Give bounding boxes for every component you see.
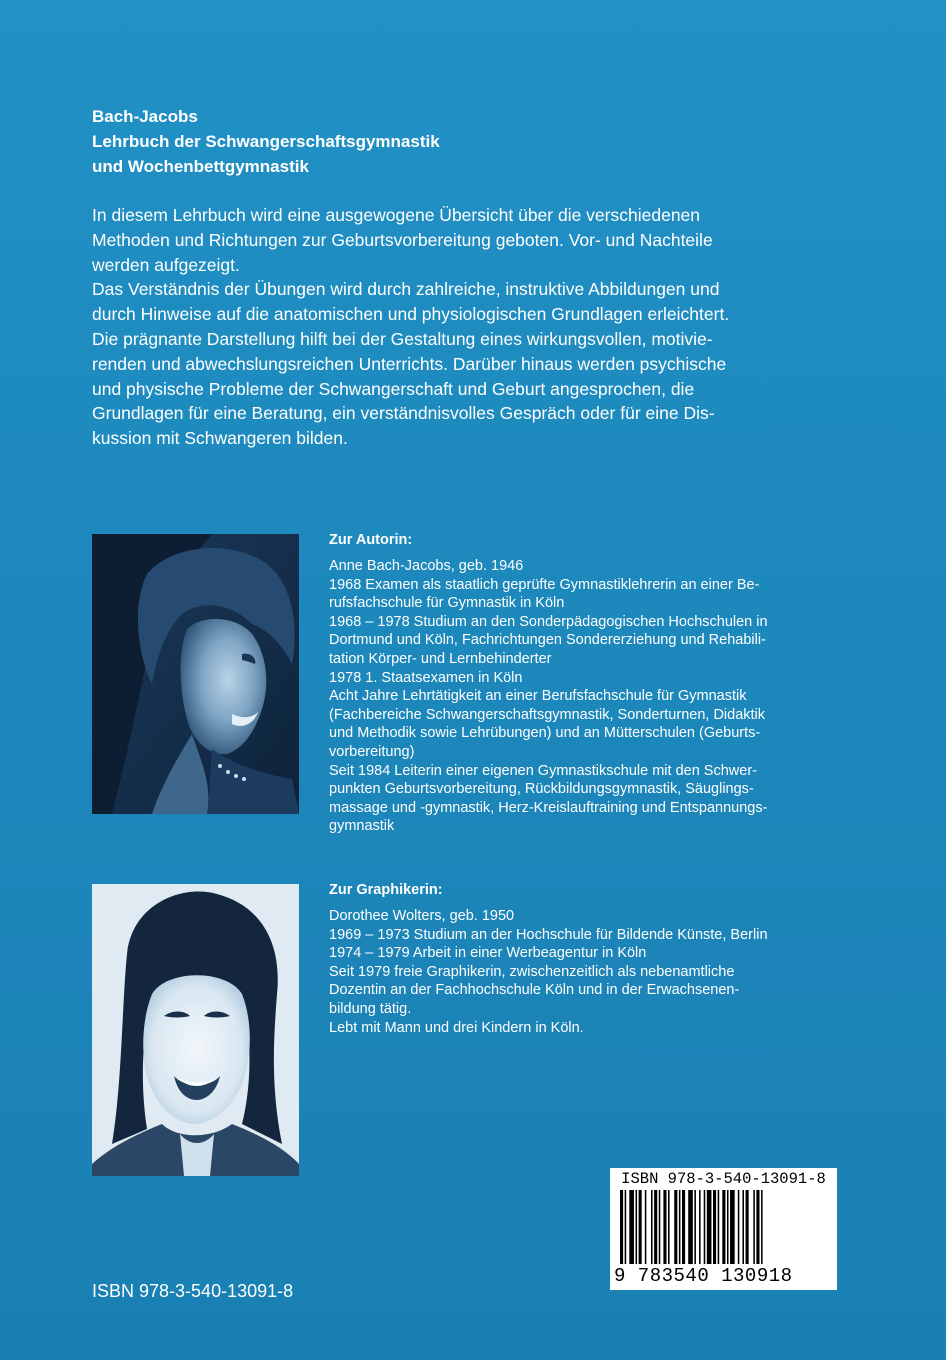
barcode-bar bbox=[654, 1190, 657, 1264]
barcode-bar bbox=[625, 1190, 627, 1264]
illustrator-bio bbox=[329, 880, 869, 1037]
barcode-bar bbox=[688, 1190, 693, 1264]
author-photo bbox=[92, 534, 299, 814]
barcode-bar bbox=[629, 1190, 634, 1264]
barcode-bar bbox=[718, 1190, 720, 1264]
author-bio-heading: Zur Autorin: bbox=[329, 532, 413, 548]
author-bio-line: vorbereitung) bbox=[329, 743, 415, 760]
author-bio-line: punkten Geburtsvorbereitung, Rückbildungsgymnastik, Säuglings- bbox=[329, 781, 754, 798]
isbn-text: ISBN 978-3-540-13091-8 bbox=[92, 1281, 294, 1301]
author-bio bbox=[329, 530, 869, 836]
barcode-label bbox=[610, 1168, 837, 1290]
author-bio-line: 1968 Examen als staatlich geprüfte Gymnastiklehrerin an einer Be- bbox=[329, 576, 760, 593]
author-bio-line: Seit 1984 Leiterin einer eigenen Gymnastikschule mit den Schwer- bbox=[329, 762, 757, 779]
description-line: werden aufgezeigt. bbox=[92, 254, 240, 275]
illustrator-bio-heading: Zur Graphikerin: bbox=[329, 882, 443, 898]
barcode-bar bbox=[704, 1190, 706, 1264]
author-bio-line: Dortmund und Köln, Fachrichtungen Sondererziehung und Rehabili- bbox=[329, 632, 766, 649]
author-bio-line: Anne Bach-Jacobs, geb. 1946 bbox=[329, 558, 524, 574]
author-bio-line: rufsfachschule für Gymnastik in Köln bbox=[329, 595, 565, 612]
author-portrait-image bbox=[92, 534, 299, 814]
barcode-bar bbox=[694, 1190, 696, 1264]
book-title-line-2: und Wochenbettgymnastik bbox=[92, 157, 309, 176]
illustrator-portrait-image bbox=[92, 884, 299, 1176]
book-author: Bach-Jacobs bbox=[92, 107, 198, 126]
author-bio-line: 1968 – 1978 Studium an den Sonderpädagogischen Hochschulen in bbox=[329, 613, 768, 630]
barcode-bar bbox=[668, 1190, 670, 1264]
illustrator-bio-line: Seit 1979 freie Graphikerin, zwischenzeitlich als nebenamtliche bbox=[329, 963, 735, 980]
barcode-bar bbox=[707, 1190, 712, 1264]
barcode-bar bbox=[722, 1190, 725, 1264]
author-bio-line: tation Körper- und Lernbehinderter bbox=[329, 650, 552, 667]
barcode-isbn-text: ISBN 978-3-540-13091-8 bbox=[621, 1170, 826, 1188]
author-bio-line: (Fachbereiche Schwangerschaftsgymnastik, Sonderturnen, Didaktik bbox=[329, 706, 766, 723]
illustrator-bio-line: Dozentin an der Fachhochschule Köln und in der Erwachsenen- bbox=[329, 982, 740, 999]
book-title-block bbox=[92, 104, 852, 179]
barcode-bar bbox=[753, 1190, 755, 1264]
barcode-bar bbox=[636, 1190, 638, 1264]
book-description bbox=[92, 203, 852, 451]
barcode-bar bbox=[639, 1190, 642, 1264]
barcode-bar bbox=[663, 1190, 666, 1264]
barcode-bar bbox=[674, 1190, 677, 1264]
barcode-bar bbox=[761, 1190, 763, 1264]
illustrator-photo bbox=[92, 884, 299, 1176]
barcode-bar bbox=[727, 1190, 729, 1264]
barcode-bar bbox=[645, 1190, 647, 1264]
description-line: Die prägnante Darstellung hilft bei der Gestaltung eines wirkungsvollen, motivie- bbox=[92, 328, 713, 349]
illustrator-bio-line: 1974 – 1979 Arbeit in einer Werbeagentur in Köln bbox=[329, 945, 647, 962]
barcode-bar bbox=[651, 1190, 653, 1264]
barcode-bar bbox=[746, 1190, 749, 1264]
barcode-bar bbox=[682, 1190, 685, 1264]
illustrator-bio-line: bildung tätig. bbox=[329, 1000, 412, 1017]
barcode-bar bbox=[699, 1190, 701, 1264]
author-bio-line: 1978 1. Staatsexamen in Köln bbox=[329, 669, 523, 686]
barcode-digits: 9 783540 130918 bbox=[614, 1265, 793, 1287]
author-bio-line: und Methodik sowie Lehrübungen) und an Mütterschulen (Geburts- bbox=[329, 725, 761, 742]
description-line: kussion mit Schwangeren bilden. bbox=[92, 428, 348, 449]
barcode-bar bbox=[659, 1190, 661, 1264]
barcode-icon bbox=[618, 1190, 830, 1264]
barcode-bar bbox=[620, 1190, 623, 1264]
barcode-bar bbox=[756, 1190, 759, 1264]
illustrator-bio-line: Lebt mit Mann und drei Kindern in Köln. bbox=[329, 1019, 584, 1036]
description-line: Das Verständnis der Übungen wird durch zahlreiche, instruktive Abbildungen und bbox=[92, 279, 720, 300]
author-bio-line: massage und -gymnastik, Herz-Kreislauftraining und Entspannungs- bbox=[329, 799, 768, 816]
author-bio-line: Acht Jahre Lehrtätigkeit an einer Berufsfachschule für Gymnastik bbox=[329, 688, 747, 705]
description-line: renden und abwechslungsreichen Unterrichts. Darüber hinaus werden psychische bbox=[92, 353, 727, 374]
description-line: und physische Probleme der Schwangerschaft und Geburt angesprochen, die bbox=[92, 378, 695, 399]
barcode-bar bbox=[738, 1190, 740, 1264]
description-line: Grundlagen für eine Beratung, ein verständnisvolles Gespräch oder für eine Dis- bbox=[92, 403, 715, 424]
description-line: Methoden und Richtungen zur Geburtsvorbereitung geboten. Vor- und Nachteile bbox=[92, 229, 713, 250]
barcode-bar bbox=[730, 1190, 735, 1264]
illustrator-bio-line: 1969 – 1973 Studium an der Hochschule für Bildende Künste, Berlin bbox=[329, 926, 768, 943]
description-line: In diesem Lehrbuch wird eine ausgewogene Übersicht über die verschiedenen bbox=[92, 205, 701, 225]
barcode-bar bbox=[742, 1190, 744, 1264]
barcode-bar bbox=[713, 1190, 716, 1264]
book-title-line-1: Lehrbuch der Schwangerschaftsgymnastik bbox=[92, 132, 440, 151]
illustrator-bio-line: Dorothee Wolters, geb. 1950 bbox=[329, 908, 515, 924]
barcode-bar bbox=[679, 1190, 681, 1264]
author-bio-line: gymnastik bbox=[329, 818, 395, 835]
description-line: durch Hinweise auf die anatomischen und physiologischen Grundlagen erleichtert. bbox=[92, 304, 730, 325]
